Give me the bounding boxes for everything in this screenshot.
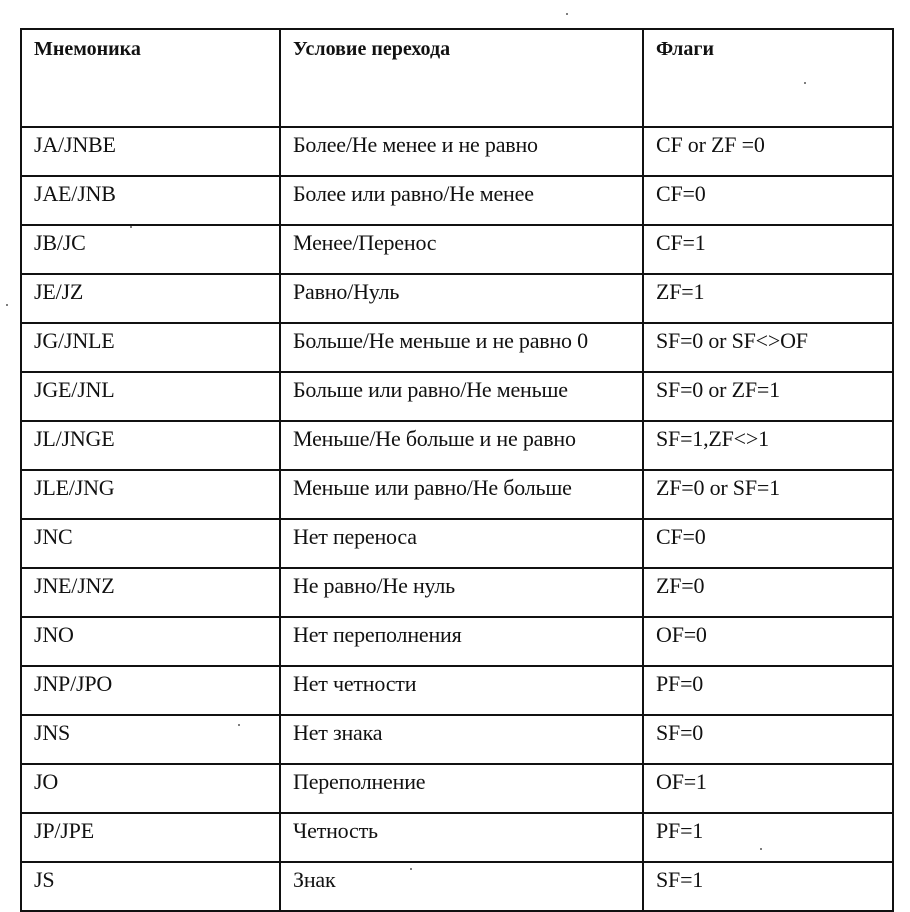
cell-condition: Четность bbox=[280, 813, 643, 862]
cell-flags: SF=1,ZF<>1 bbox=[643, 421, 893, 470]
table-row bbox=[21, 323, 893, 372]
cell-mnemonic: JNO bbox=[21, 617, 280, 666]
cell-mnemonic: JGE/JNL bbox=[21, 372, 280, 421]
scan-speck bbox=[410, 868, 412, 870]
table-row bbox=[21, 421, 893, 470]
table-row bbox=[21, 862, 893, 911]
cell-condition: Меньше/Не больше и не равно bbox=[280, 421, 643, 470]
table-row bbox=[21, 176, 893, 225]
cell-mnemonic: JNS bbox=[21, 715, 280, 764]
cell-flags: SF=1 bbox=[643, 862, 893, 911]
table-row bbox=[21, 127, 893, 176]
cell-condition: Больше/Не меньше и не равно 0 bbox=[280, 323, 643, 372]
scan-speck bbox=[130, 226, 132, 228]
table-row bbox=[21, 568, 893, 617]
table-body bbox=[21, 127, 893, 911]
cell-flags: ZF=0 bbox=[643, 568, 893, 617]
table-row bbox=[21, 519, 893, 568]
scan-speck bbox=[6, 304, 8, 306]
table-row bbox=[21, 764, 893, 813]
cell-mnemonic: JL/JNGE bbox=[21, 421, 280, 470]
table-row bbox=[21, 225, 893, 274]
cell-mnemonic: JNC bbox=[21, 519, 280, 568]
cell-condition: Нет четности bbox=[280, 666, 643, 715]
cell-flags: CF=0 bbox=[643, 176, 893, 225]
header-mnemonic: Мнемоника bbox=[21, 29, 280, 127]
cell-condition: Меньше или равно/Не больше bbox=[280, 470, 643, 519]
cell-mnemonic: JLE/JNG bbox=[21, 470, 280, 519]
scan-speck bbox=[566, 13, 568, 15]
table-row bbox=[21, 470, 893, 519]
scan-speck bbox=[804, 82, 806, 84]
cell-mnemonic: JB/JC bbox=[21, 225, 280, 274]
table-row bbox=[21, 372, 893, 421]
cell-flags: CF or ZF =0 bbox=[643, 127, 893, 176]
cell-mnemonic: JG/JNLE bbox=[21, 323, 280, 372]
cell-flags: ZF=0 or SF=1 bbox=[643, 470, 893, 519]
cell-flags: SF=0 or ZF=1 bbox=[643, 372, 893, 421]
cell-mnemonic: JNP/JPO bbox=[21, 666, 280, 715]
cell-flags: PF=0 bbox=[643, 666, 893, 715]
table-row bbox=[21, 617, 893, 666]
cell-mnemonic: JE/JZ bbox=[21, 274, 280, 323]
cell-condition: Более/Не менее и не равно bbox=[280, 127, 643, 176]
cell-flags: OF=1 bbox=[643, 764, 893, 813]
cell-mnemonic: JO bbox=[21, 764, 280, 813]
header-condition: Условие перехода bbox=[280, 29, 643, 127]
cell-condition: Нет переполнения bbox=[280, 617, 643, 666]
table-row bbox=[21, 666, 893, 715]
cell-mnemonic: JP/JPE bbox=[21, 813, 280, 862]
cell-mnemonic: JA/JNBE bbox=[21, 127, 280, 176]
cell-mnemonic: JS bbox=[21, 862, 280, 911]
table-row bbox=[21, 274, 893, 323]
cell-mnemonic: JNE/JNZ bbox=[21, 568, 280, 617]
conditional-jumps-table bbox=[20, 28, 894, 912]
header-flags: Флаги bbox=[643, 29, 893, 127]
document-page bbox=[20, 28, 892, 912]
cell-flags: OF=0 bbox=[643, 617, 893, 666]
scan-speck bbox=[238, 724, 240, 726]
table-header-row bbox=[21, 29, 893, 127]
table-row bbox=[21, 813, 893, 862]
cell-condition: Менее/Перенос bbox=[280, 225, 643, 274]
cell-condition: Нет переноса bbox=[280, 519, 643, 568]
cell-flags: PF=1 bbox=[643, 813, 893, 862]
cell-flags: SF=0 bbox=[643, 715, 893, 764]
cell-condition: Не равно/Не нуль bbox=[280, 568, 643, 617]
cell-mnemonic: JAE/JNB bbox=[21, 176, 280, 225]
cell-flags: ZF=1 bbox=[643, 274, 893, 323]
cell-flags: CF=1 bbox=[643, 225, 893, 274]
cell-condition: Нет знака bbox=[280, 715, 643, 764]
cell-flags: SF=0 or SF<>OF bbox=[643, 323, 893, 372]
cell-condition: Переполнение bbox=[280, 764, 643, 813]
cell-condition: Больше или равно/Не меньше bbox=[280, 372, 643, 421]
scan-speck bbox=[760, 848, 762, 850]
cell-condition: Знак bbox=[280, 862, 643, 911]
table-row bbox=[21, 715, 893, 764]
cell-condition: Равно/Нуль bbox=[280, 274, 643, 323]
cell-flags: CF=0 bbox=[643, 519, 893, 568]
cell-condition: Более или равно/Не менее bbox=[280, 176, 643, 225]
